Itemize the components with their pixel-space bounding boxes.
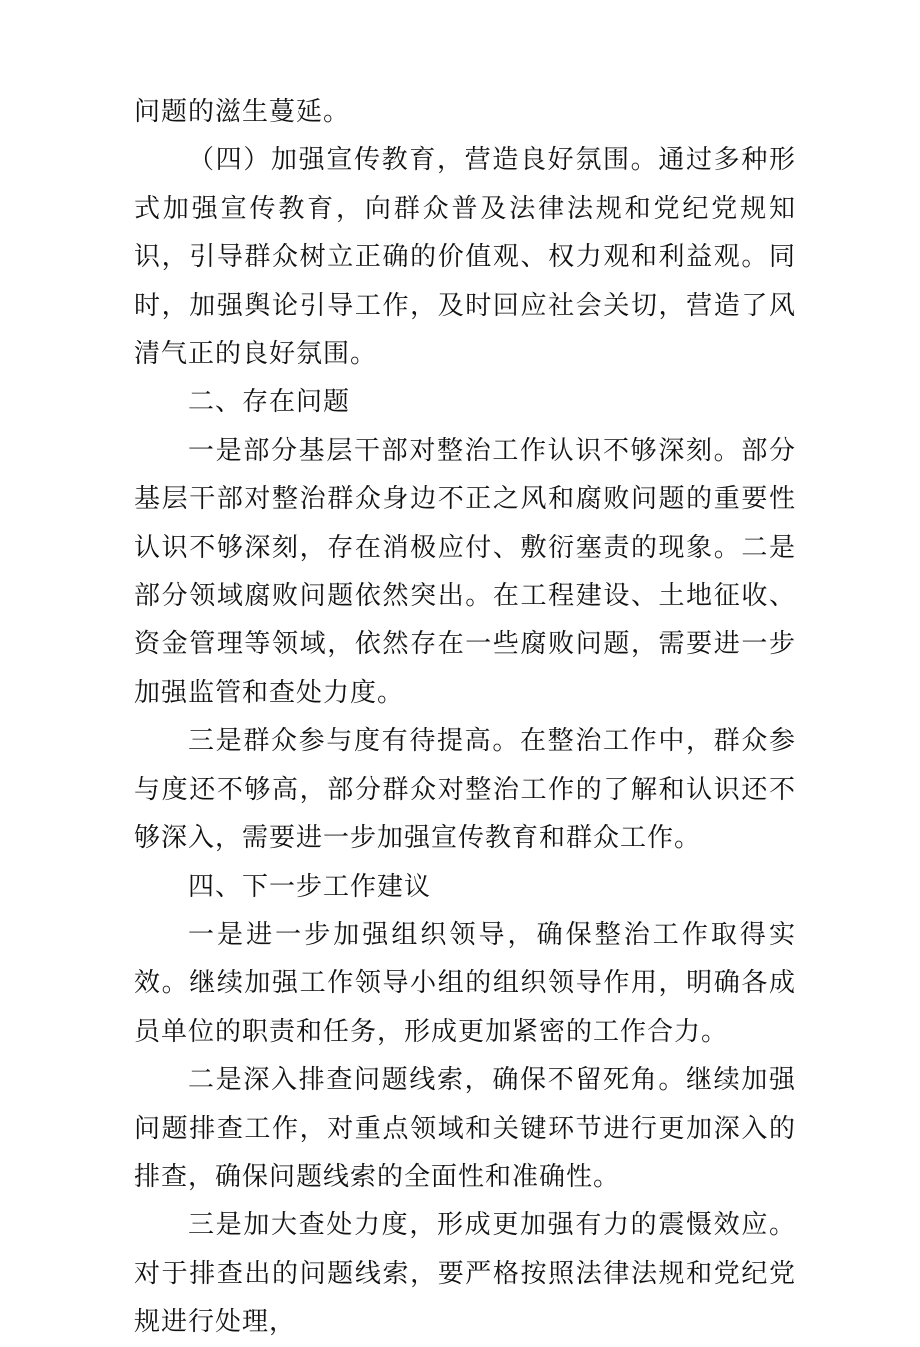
section-heading-existing-problems: 二、存在问题 [188,387,351,418]
document-body [134,88,796,1347]
paragraph-problem-three: 三是群众参与度有待提高。在整治工作中，群众参与度还不够高，部分群众对整治工作的了解和认识还不够深入，需要进一步加强宣传教育和群众工作。 [134,726,796,854]
paragraph-suggestion-one: 一是进一步加强组织领导，确保整治工作取得实效。继续加强工作领导小组的组织领导作用，明确各成员单位的职责和任务，形成更加紧密的工作合力。 [134,919,796,1047]
paragraph-publicity-education: （四）加强宣传教育，营造良好氛围。通过多种形式加强宣传教育，向群众普及法律法规和党纪党规知识，引导群众树立正确的价值观、权力观和利益观。同时，加强舆论引导工作，及时回应社会关切，营造了风清气正的良好氛围。 [134,145,796,370]
paragraph-continuation: 问题的滋生蔓延。 [134,97,351,127]
paragraph-suggestion-two: 二是深入排查问题线索，确保不留死角。继续加强问题排查工作，对重点领域和关键环节进行更加深入的排查，确保问题线索的全面性和准确性。 [134,1065,796,1192]
paragraph-problems-one-two: 一是部分基层干部对整治工作认识不够深刻。部分基层干部对整治群众身边不正之风和腐败问题的重要性认识不够深刻，存在消极应付、敷衍塞责的现象。二是部分领域腐败问题依然突出。在工程建设、土地征收、资金管理等领域，依然存在一些腐败问题，需要进一步加强监管和查处力度。 [134,435,796,708]
paragraph-suggestion-three: 三是加大查处力度，形成更加强有力的震慑效应。对于排查出的问题线索，要严格按照法律法规和党纪党规进行处理， [134,1210,796,1338]
section-heading-next-steps: 四、下一步工作建议 [188,871,432,902]
